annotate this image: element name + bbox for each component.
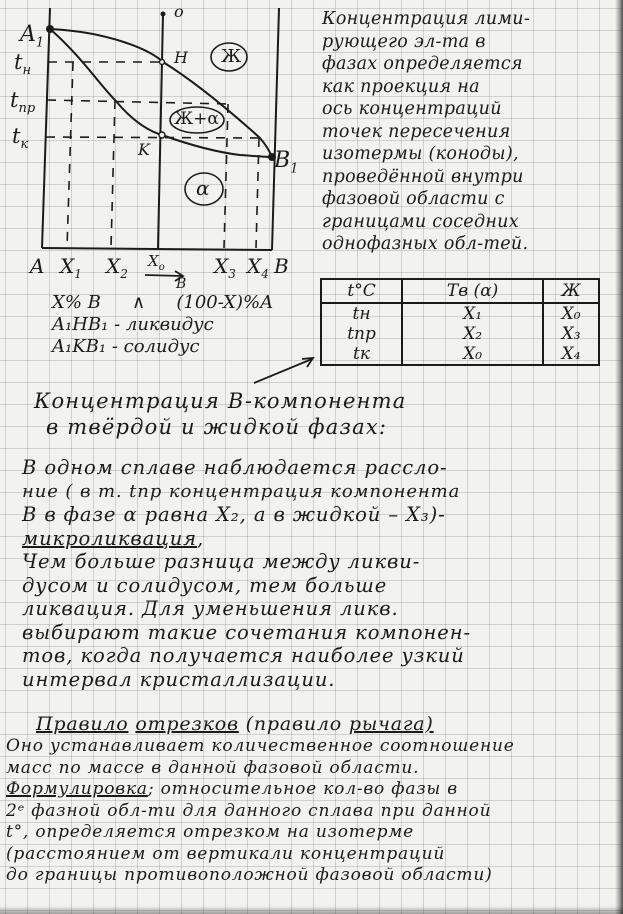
table-cell: X₂ xyxy=(402,324,543,344)
label-b1-main: B xyxy=(274,148,291,173)
section-heading xyxy=(34,388,406,440)
composition-line xyxy=(52,292,273,314)
table-cell: tпр xyxy=(321,324,402,344)
label-k: K xyxy=(138,140,150,159)
label-t-pr-sub: пр xyxy=(18,101,36,117)
table-cell: tн xyxy=(321,303,402,324)
lever-rule-title xyxy=(6,712,515,736)
header-temperature: t°C xyxy=(321,279,402,303)
side-note-line: как проекция на xyxy=(322,76,480,97)
heading-line-1: Концентрация B-компонента xyxy=(34,389,407,413)
paragraph-line: ликвация. Для уменьшения ликв. xyxy=(22,597,399,620)
table-cell: X₁ xyxy=(402,303,543,324)
axis-label-x2-sub: 2 xyxy=(120,267,128,281)
bottom-axis xyxy=(42,248,272,250)
table-row xyxy=(321,324,599,344)
axis-label-a: A xyxy=(30,254,45,278)
paragraph-line: дусом и солидусом, тем больше xyxy=(22,573,388,597)
side-note xyxy=(322,8,612,256)
rule-line: масс по массе в данной фазовой области. xyxy=(6,757,420,778)
axis-label-x1-main: X xyxy=(60,254,75,278)
rule-line: 2ᵉ фазной обл-ти для данного сплава при данной xyxy=(6,800,492,821)
axis-label-x3-main: X xyxy=(214,254,229,278)
axis-label-x0-main: X xyxy=(148,252,159,270)
phase-concentration-table xyxy=(320,278,600,366)
region-solid-label: α xyxy=(196,176,210,200)
label-t-n-main: t xyxy=(14,50,23,74)
side-note-line: Концентрация лими- xyxy=(322,9,531,29)
solidus-definition: A₁KB₁ - солидус xyxy=(52,336,200,357)
paragraph-line: интервал кристаллизации. xyxy=(22,667,336,691)
label-o: o xyxy=(174,2,184,21)
side-note-line: изотермы (коноды), xyxy=(322,144,519,164)
point-a1 xyxy=(46,25,54,33)
paragraph-line: выбирают такие сочетания компонен- xyxy=(22,620,471,644)
point-k xyxy=(159,132,165,138)
axis-label-x0 xyxy=(148,252,165,273)
heading-line-2: в твёрдой и жидкой фазах: xyxy=(46,415,388,439)
point-h xyxy=(160,60,165,65)
label-t-pr xyxy=(10,88,35,116)
side-note-line: проведённой внутри xyxy=(322,166,524,187)
formulation-text: ; относительное кол-во фазы в xyxy=(147,779,458,799)
title-word-rule: Правило xyxy=(36,713,129,735)
label-a1-sub: 1 xyxy=(35,35,45,51)
table-cell: X₀ xyxy=(543,303,599,324)
axis-label-x4-sub: 4 xyxy=(261,267,269,281)
header-liquid: Ж xyxy=(543,279,599,303)
label-t-k-sub: к xyxy=(20,137,29,153)
rule-line: (расстоянием от вертикали концентраций xyxy=(6,843,446,864)
paragraph-line: Чем больше разница между ликви- xyxy=(22,550,421,573)
axis-label-x4 xyxy=(247,254,269,281)
region-two-phase-label: Ж+α xyxy=(174,109,219,129)
title-word-lever: рычага) xyxy=(348,713,434,735)
label-a1-main: A xyxy=(20,22,36,47)
axis-label-b: B xyxy=(274,254,289,278)
title-word-segments: отрезков xyxy=(135,713,239,735)
alloy-vertical xyxy=(158,14,163,248)
paragraph-line: ние ( в т. tпр концентрация компонента xyxy=(22,480,461,502)
table-cell: X₀ xyxy=(402,344,543,365)
axis-label-x1-sub: 1 xyxy=(74,267,82,281)
formulas xyxy=(52,292,273,358)
point-o xyxy=(161,12,166,17)
paragraph-line: В одном сплаве наблюдается рассло- xyxy=(22,456,448,479)
paragraph-line: B в фазе α равна X₂, а в жидкой – X₃)- xyxy=(22,503,446,526)
table-row xyxy=(321,344,599,365)
label-h: H xyxy=(174,48,188,67)
table-row xyxy=(321,303,599,324)
right-axis xyxy=(272,8,279,250)
table-cell: X₃ xyxy=(543,324,599,344)
side-note-line: фазовой области с xyxy=(322,189,505,209)
table-header-row xyxy=(321,279,599,303)
arrow-label-b: B xyxy=(176,276,187,292)
label-a1 xyxy=(20,22,44,50)
label-t-pr-main: t xyxy=(10,88,19,112)
axis-label-x0-sub: o xyxy=(158,262,165,273)
side-note-line: однофазных обл-тей. xyxy=(322,234,529,254)
axis-label-x3-sub: 3 xyxy=(228,267,236,281)
and-symbol: ∧ xyxy=(132,292,146,313)
label-t-k xyxy=(12,124,28,152)
rule-line: t°, определяется отрезком на изотерме xyxy=(6,822,415,842)
label-b1 xyxy=(274,148,298,176)
term-suffix: , xyxy=(196,526,205,550)
side-note-line: границами соседних xyxy=(322,211,519,232)
composition-left: X% B xyxy=(52,292,101,313)
side-note-line: ось концентраций xyxy=(322,99,502,119)
region-liquid-label: Ж xyxy=(221,46,242,67)
rule-line: до границы противоположной фазовой области) xyxy=(6,865,493,885)
label-t-k-main: t xyxy=(12,124,21,148)
axis-label-x1 xyxy=(60,254,82,281)
page-edge-shadow xyxy=(615,0,623,914)
label-t-n-sub: н xyxy=(22,63,32,79)
axis-label-x2 xyxy=(106,254,128,281)
axis-label-x4-main: X xyxy=(247,254,262,278)
axis-label-x2-main: X xyxy=(106,254,121,278)
formulation-line xyxy=(6,779,515,801)
title-word-paren: (правило xyxy=(245,713,343,735)
label-t-n xyxy=(14,50,31,78)
term-line xyxy=(22,527,471,551)
pointer-arrow-icon xyxy=(250,355,320,387)
table-cell: tк xyxy=(321,344,402,365)
side-note-line: точек пересечения xyxy=(322,121,511,142)
table-cell: X₄ xyxy=(543,344,599,365)
formulation-label: Формулировка xyxy=(6,779,148,799)
composition-right: (100-X)%A xyxy=(176,292,274,313)
paragraph-line: тов, когда получается наиболее узкий xyxy=(22,644,465,667)
axis-label-x3 xyxy=(214,254,236,281)
header-solid: Тв (α) xyxy=(402,279,543,303)
microliquation-term: микроликвация xyxy=(22,526,197,550)
liquation-paragraph xyxy=(22,456,471,691)
rule-line: Оно устанавливает количественное соотношение xyxy=(6,736,515,756)
side-note-line: фазах определяется xyxy=(322,54,523,74)
liquidus-definition: A₁HB₁ - ликвидус xyxy=(52,314,214,335)
page-bottom-shadow xyxy=(0,906,623,914)
lever-rule-section xyxy=(6,712,515,887)
label-b1-sub: 1 xyxy=(290,161,299,177)
side-note-line: рующего эл-та в xyxy=(322,31,486,52)
